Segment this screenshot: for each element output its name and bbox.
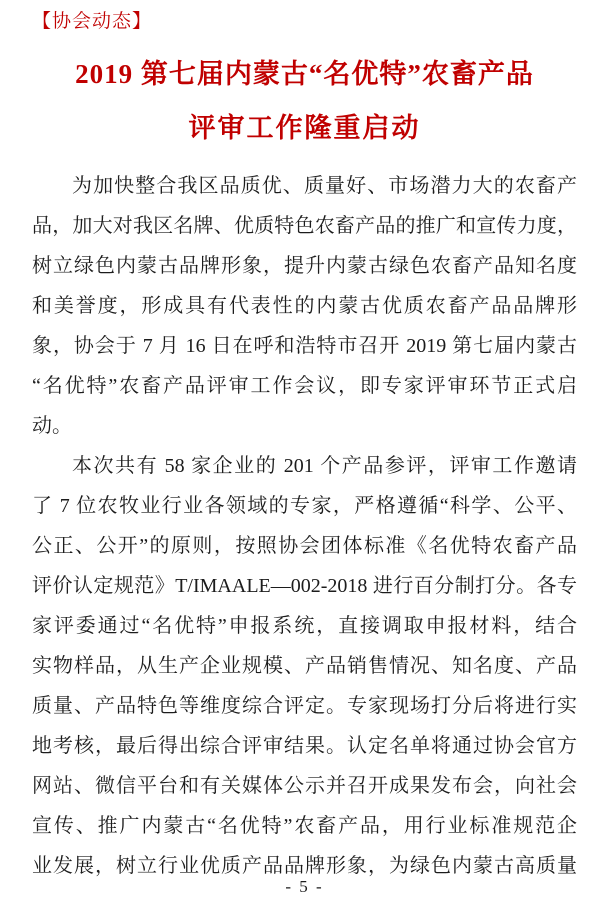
document-body: [32, 166, 577, 886]
body-line: 和美誉度，形成具有代表性的内蒙古优质农畜产品品牌形: [32, 295, 577, 317]
body-line: 品，加大对我区名牌、优质特色农畜产品的推广和宣传力度，: [32, 215, 577, 237]
body-line: 质量、产品特色等维度综合评定。专家现场打分后将进行实: [32, 695, 577, 717]
body-line: “名优特”农畜产品评审工作会议，即专家评审环节正式启: [32, 375, 577, 397]
body-line: 宣传、推广内蒙古“名优特”农畜产品，用行业标准规范企: [32, 815, 577, 837]
document-title: [32, 56, 577, 146]
body-line: 了 7 位农牧业行业各领域的专家，严格遵循“科学、公平、: [32, 495, 577, 517]
body-line: 本次共有 58 家企业的 201 个产品参评，评审工作邀请: [72, 455, 577, 477]
body-line: 网站、微信平台和有关媒体公示并召开成果发布会，向社会: [32, 775, 577, 797]
body-line: 业发展，树立行业优质产品品牌形象，为绿色内蒙古高质量: [32, 855, 577, 877]
body-line: 公正、公开”的原则，按照协会团体标准《名优特农畜产品: [32, 535, 577, 557]
body-line: 动。: [32, 415, 72, 437]
section-tag: 【协会动态】: [32, 11, 153, 32]
paragraph-2: [32, 446, 577, 886]
body-line: 家评委通过“名优特”申报系统，直接调取申报材料，结合: [32, 615, 577, 637]
body-line: 地考核，最后得出综合评审结果。认定名单将通过协会官方: [32, 735, 577, 757]
body-line: 实物样品，从生产企业规模、产品销售情况、知名度、产品: [32, 655, 577, 677]
body-line: 象，协会于 7 月 16 日在呼和浩特市召开 2019 第七届内蒙古: [32, 335, 577, 357]
body-line: 评价认定规范》T/IMAALE—002-2018 进行百分制打分。各专: [32, 575, 577, 597]
paragraph-1: [32, 166, 577, 446]
page-number: - 5 -: [285, 877, 324, 896]
body-line: 树立绿色内蒙古品牌形象，提升内蒙古绿色农畜产品知名度: [32, 255, 577, 277]
title-line-1: 2019 第七届内蒙古“名优特”农畜产品: [75, 59, 534, 89]
title-line-2: 评审工作隆重启动: [188, 113, 421, 143]
body-line: 为加快整合我区品质优、质量好、市场潜力大的农畜产: [72, 175, 577, 197]
